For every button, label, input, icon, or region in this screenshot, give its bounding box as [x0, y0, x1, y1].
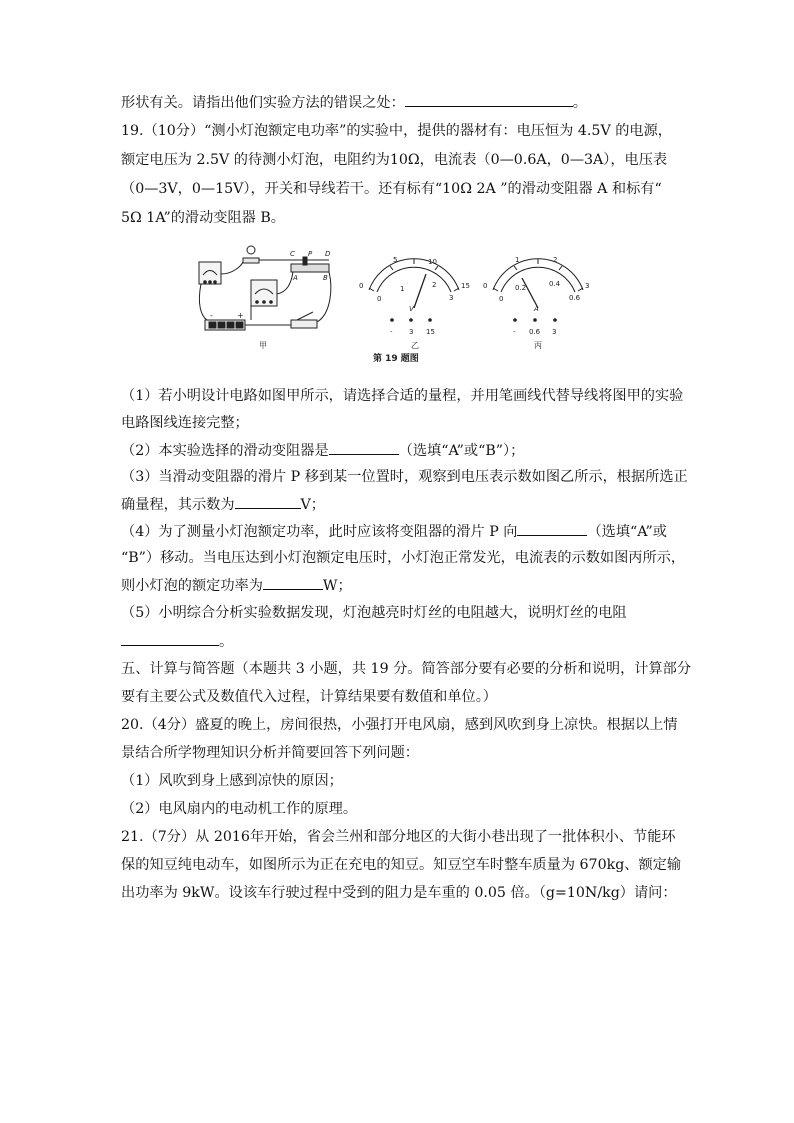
voltmeter-outer-scale: 15 — [461, 282, 470, 290]
label-bing: 丙 — [534, 341, 542, 350]
wire — [277, 272, 293, 294]
dial-inner-arc — [377, 267, 451, 292]
battery-plus-sign: + — [237, 311, 244, 320]
answer-blank[interactable] — [329, 440, 399, 455]
voltmeter-inner-scale: 1 — [400, 285, 405, 293]
ammeter-inner-scale: 0.6 — [569, 294, 581, 302]
ammeter-outer-scale: 3 — [585, 282, 590, 290]
question-19-line: （0—3V，0—15V），开关和导线若干。还有标有“10Ω 2A ”的滑动变阻器 A 和标有“ — [121, 181, 662, 197]
voltmeter-letter: V — [409, 305, 414, 313]
voltmeter-outer-scale: 0 — [359, 282, 364, 290]
question-20-line: 20.（4分）盛夏的晚上，房间很热，小强打开电风扇，感到风吹到身上凉快。根据以上情 — [121, 717, 678, 733]
battery-minus-sign: - — [210, 311, 213, 320]
subquestion-line: “B”）移动。当电压达到小灯泡额定电压时，小灯泡正常发光，电流表的示数如图丙所示， — [121, 550, 686, 566]
subquestion-line: （3）当滑动变阻器的滑片 P 移到某一位置时，观察到电压表示数如图乙所示，根据所选正 — [121, 469, 688, 485]
ammeter-outer-scale: 2 — [553, 256, 558, 264]
rheostat-label-a: A — [293, 274, 298, 282]
switch-device — [291, 320, 317, 328]
wire — [199, 284, 207, 320]
subquestion-line: （5）小明综合分析实验数据发现，灯泡越亮时灯丝的电阻越大，说明灯丝的电阻 — [121, 605, 627, 621]
voltmeter-terminal: 15 — [426, 328, 435, 336]
voltmeter-outer-scale: 10 — [428, 258, 437, 266]
ammeter-inner-scale: 0.4 — [549, 280, 561, 288]
question-21-line: 21.（7分）从 2016年开始，省会兰州和部分地区的大街小巷出现了一批体积小、节能环 — [121, 829, 676, 845]
question-21-line: 出功率为 9kW。设该车行驶过程中受到的阻力是车重的 0.05 倍。（g=10N/kg）请问： — [121, 885, 677, 901]
section-heading: 五、计算与简答题（本题共 3 小题，共 19 分。简答部分要有必要的分析和说明，计算部分 — [121, 661, 692, 677]
answer-blank[interactable] — [235, 494, 301, 509]
subquestion-line: （2）本实验选择的滑动变阻器是 （选填“A”或“B”）； — [121, 440, 524, 461]
figure-19 — [197, 244, 607, 364]
rheostat-label-b: B — [323, 274, 328, 282]
question-19-line: 19.（10分）“测小灯泡额定电功率”的实验中，提供的器材有：电压恒为 4.5V 的电源， — [121, 123, 672, 139]
voltmeter-outer-scale: 5 — [393, 256, 398, 264]
voltmeter-pointer — [414, 274, 426, 308]
voltmeter-terminal: - — [390, 328, 393, 336]
subquestion-line: 电路图线连接完整； — [121, 415, 249, 431]
subquestion-line: 。 — [121, 631, 233, 652]
question-21-line: 保的知豆纯电动车，如图所示为正在充电的知豆。知豆空车时整车质量为 670kg、额定输 — [121, 857, 682, 873]
circuit-diagram-jia — [199, 246, 331, 330]
label-jia: 甲 — [259, 341, 267, 350]
question-19-line: 额定电压为 2.5V 的待测小灯泡，电阻约为10Ω，电流表（0—0.6A，0—3A），电压表 — [121, 152, 668, 168]
figure-19-drawing — [197, 244, 607, 364]
ammeter-outer-scale: 0 — [483, 282, 488, 290]
rheostat-label-d: D — [325, 250, 331, 258]
ammeter-inner-scale: 0 — [499, 295, 504, 303]
subquestion-line: 则小灯泡的额定功率为 W； — [121, 575, 352, 596]
subquestion-line: （1）若小明设计电路如图甲所示，请选择合适的量程，并用笔画线代替导线将图甲的实验 — [121, 388, 684, 404]
section-heading: 要有主要公式及数值代入过程，计算结果要有数值和单位。） — [121, 689, 497, 705]
voltmeter-inner-scale: 2 — [432, 281, 437, 289]
voltmeter-dial-yi — [369, 259, 459, 308]
rheostat-device — [291, 264, 329, 272]
ammeter-terminal: 3 — [552, 328, 557, 336]
dial-inner-arc — [501, 267, 575, 292]
question-20-line: 景结合所学物理知识分析并简要回答下列问题： — [121, 745, 419, 761]
subquestion-line: （4）为了测量小灯泡额定功率，此时应该将变阻器的滑片 P 向 （选填“A”或 — [121, 521, 667, 542]
answer-blank[interactable] — [405, 92, 573, 107]
question-20-line: （2）电风扇内的电动机工作的原理。 — [121, 801, 358, 817]
question-19-line: 5Ω 1A”的滑动变阻器 B。 — [121, 210, 285, 226]
text-line: 形状有关。请指出他们实验方法的错误之处： 。 — [121, 92, 587, 113]
voltmeter-terminal: 3 — [409, 328, 414, 336]
bulb-icon — [247, 246, 255, 254]
question-20-line: （1）风吹到身上感到凉快的原因； — [121, 773, 343, 789]
ammeter-inner-scale: 0.2 — [515, 284, 527, 292]
ammeter-terminal: - — [513, 328, 516, 336]
voltmeter-inner-scale: 0 — [377, 295, 382, 303]
voltmeter-inner-scale: 3 — [449, 294, 454, 302]
answer-blank[interactable] — [517, 521, 587, 536]
ammeter-terminal: 0.6 — [529, 328, 541, 336]
ammeter-pointer — [522, 278, 538, 308]
rheostat-label-c: C — [290, 250, 295, 258]
ammeter-outer-scale: 1 — [515, 256, 520, 264]
label-yi: 乙 — [411, 341, 419, 350]
ammeter-letter: A — [534, 305, 539, 313]
subquestion-line: 确量程，其示数为 V； — [121, 494, 325, 515]
figure-caption: 第 19 题图 — [373, 354, 419, 364]
wire — [221, 262, 243, 274]
rheostat-label-p: P — [308, 250, 313, 258]
answer-blank[interactable] — [263, 575, 323, 590]
answer-blank[interactable] — [121, 631, 219, 646]
